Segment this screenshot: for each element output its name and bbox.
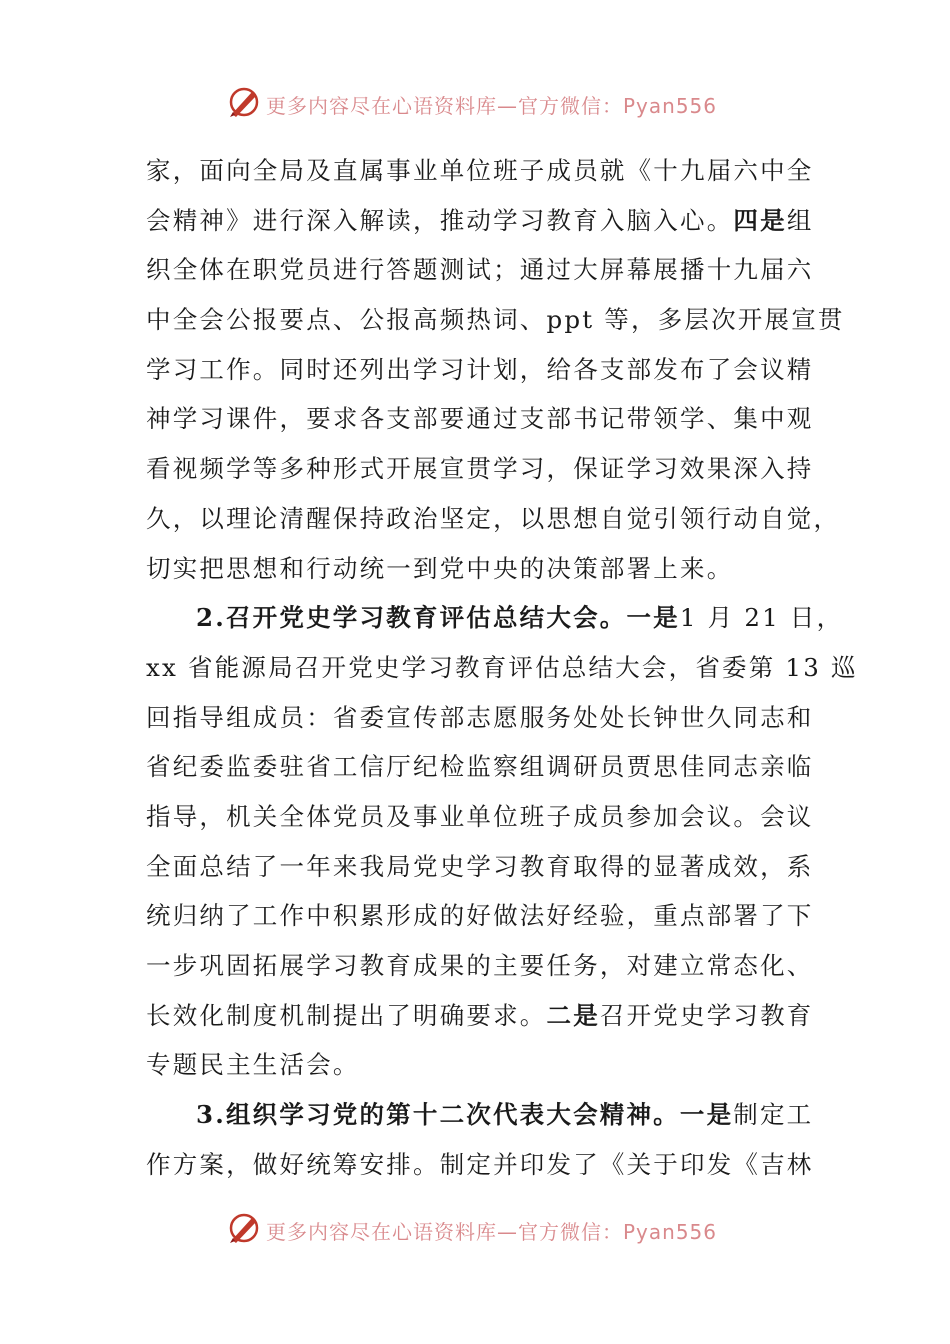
text-run: 久，以理论清醒保持政治坚定，以思想自觉引领行动自觉，: [146, 503, 841, 533]
text-line: [146, 742, 814, 792]
text-run: 作方案，做好统筹安排。制定并印发了《关于印发《吉林: [146, 1149, 814, 1179]
text-line: [146, 1040, 806, 1090]
text-run: 看视频学等多种形式开展宣贯学习，保证学习效果深入持: [146, 454, 814, 484]
text-line: [146, 643, 858, 693]
text-run: 一步巩固拓展学习教育成果的主要任务，对建立常态化、: [146, 951, 814, 980]
bold-text-run: 3.组织学习党的第十二次代表大会精神。一是: [196, 1100, 734, 1130]
bold-text-run: 2.召开党史学习教育评估总结大会。一是: [196, 603, 680, 633]
text-line: [146, 196, 814, 246]
text-run: 省纪委监委驻省工信厅纪检监察组调研员贾思佳同志亲临: [146, 752, 814, 782]
text-run: 1 月 21 日，: [679, 603, 844, 633]
watermark-text: 更多内容尽在心语资料库—官方微信：Pyan556: [266, 1220, 718, 1244]
text-line: [146, 1090, 814, 1140]
text-line: [146, 494, 841, 544]
text-run: 指导，机关全体党员及事业单位班子成员参加会议。会议: [146, 801, 814, 831]
text-run: 统归纳了工作中积累形成的好做法好经验，重点部署了下: [146, 901, 814, 931]
text-line: [146, 544, 806, 594]
footer-watermark-banner: [0, 1208, 950, 1252]
text-run: 学习工作。同时还列出学习计划，给各支部发布了会议精: [146, 354, 814, 384]
text-line: [146, 941, 814, 991]
text-line: [146, 593, 844, 643]
text-run: 制定工: [733, 1100, 814, 1130]
text-run: 专题民主生活会。: [146, 1050, 360, 1080]
text-run: 家，面向全局及直属事业单位班子成员就《十九届六中全: [146, 156, 814, 185]
text-run: 全面总结了一年来我局党史学习教育取得的显著成效，系: [146, 851, 814, 881]
text-line: [146, 146, 814, 196]
text-run: 会精神》进行深入解读，推动学习教育入脑入心。: [146, 205, 734, 235]
pen-logo-icon: [226, 84, 262, 120]
text-run: 召开党史学习教育: [599, 1000, 814, 1030]
text-line: [146, 1140, 814, 1190]
text-run: 切实把思想和行动统一到党中央的决策部署上来。: [146, 553, 734, 583]
text-line: [146, 245, 814, 295]
text-run: 织全体在职党员进行答题测试；通过大屏幕展播十九届六: [146, 255, 814, 285]
text-run: 组: [786, 205, 814, 235]
document-body: [146, 146, 858, 1189]
header-watermark-banner: [0, 82, 950, 126]
text-line: [146, 693, 814, 743]
text-line: [146, 792, 814, 842]
pen-logo-icon: [226, 1210, 262, 1246]
watermark-text: 更多内容尽在心语资料库—官方微信：Pyan556: [266, 94, 718, 118]
text-line: [146, 295, 845, 345]
text-run: 长效化制度机制提出了明确要求。: [146, 1000, 547, 1030]
text-run: 回指导组成员：省委宣传部志愿服务处处长钟世久同志和: [146, 702, 814, 732]
text-run: xx 省能源局召开党史学习教育评估总结大会，省委第 13 巡: [146, 652, 858, 682]
bold-text-run: 四是: [733, 205, 787, 235]
text-line: [146, 444, 814, 494]
text-line: [146, 394, 814, 444]
text-line: [146, 891, 814, 941]
text-run: 中全会公报要点、公报高频热词、ppt 等，多层次开展宣贯: [146, 305, 845, 335]
text-line: [146, 345, 814, 395]
text-line: [146, 842, 814, 892]
text-run: 神学习课件，要求各支部要通过支部书记带领学、集中观: [146, 404, 814, 434]
text-line: [146, 991, 814, 1041]
bold-text-run: 二是: [546, 1000, 600, 1030]
